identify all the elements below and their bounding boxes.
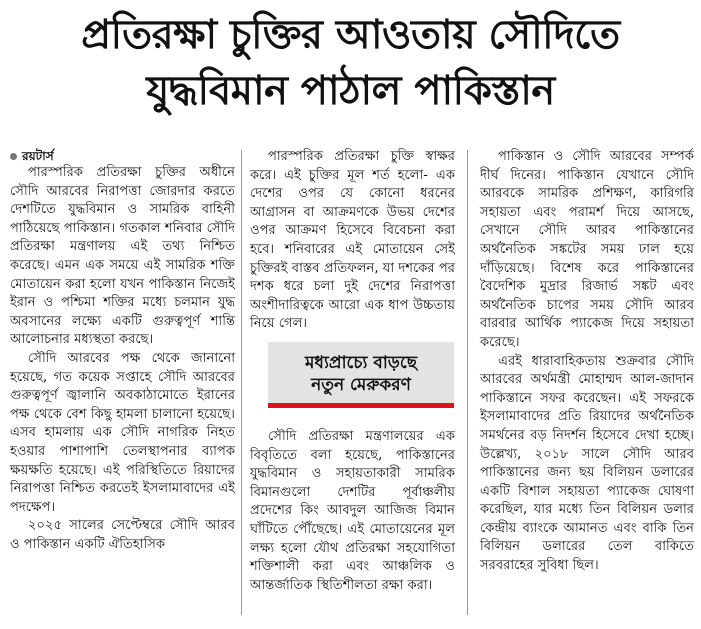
pull-quote-line-1: মধ্যপ্রাচ্যে বাড়ছে xyxy=(304,353,418,373)
byline-text: রয়টার্স xyxy=(22,149,54,163)
byline xyxy=(10,148,235,164)
article-column-2 xyxy=(250,148,455,334)
column-divider xyxy=(467,150,468,615)
column-divider xyxy=(241,150,242,615)
paragraph: এরই ধারাবাহিকতায় শুক্রবার সৌদি আরবের অর্থমন্ত্রী মোহাম্মদ আল-জাদান পাকিস্তানে সফর করেছেন। এই সফরকে ইসলামাবাদের প্রতি রিয়াদের অর্থনৈতিক সমর্থনের বড় নিদর্শন হিসেবে দেখা হচ্ছে। উল্লেখ্য, ২০১৮ সালে সৌদি আরব পাকিস্তানের জন্য ছয় বিলিয়ন ডলারের একটি বিশাল সহায়তা প্যাকেজ ঘোষণা করেছিল, যার মধ্যে তিন বিলিয়ন ডলার কেন্দ্রীয় ব্যাংকে আমানত এবং বাকি তিন বিলিয়ন ডলারের তেল বাকিতে সরবরাহের সুবিধা ছিল। xyxy=(480,353,694,574)
bullet-icon xyxy=(10,153,17,160)
article-column-2-lower xyxy=(250,428,455,595)
article-column-1 xyxy=(10,148,235,554)
paragraph: সৌদি প্রতিরক্ষা মন্ত্রণালয়ের এক বিবৃতিতে বলা হয়েছে, পাকিস্তানের যুদ্ধবিমান ও সহায়তাকারী সামরিক বিমানগুলো দেশটির পূর্বাঞ্চলীয় প্রদেশের কিং আবদুল আজিজ বিমান ঘাঁটিতে পৌঁছেছে। এই মোতায়েনের মূল লক্ষ্য হলো যৌথ প্রতিরক্ষা সহযোগিতা শক্তিশালী করা এবং আঞ্চলিক ও আন্তর্জাতিক স্থিতিশীলতা রক্ষা করা। xyxy=(250,429,455,593)
pull-quote-line-2: নতুন মেরুকরণ xyxy=(311,375,411,395)
paragraph: সৌদি আরবের পক্ষ থেকে জানানো হয়েছে, গত কয়েক সপ্তাহে সৌদি আরবের গুরুত্বপূর্ণ জ্বালানি অবকাঠামোতে ইরানের পক্ষ থেকে বেশ কিছু হামলা চালানো হয়েছে। এসব হামলায় এক সৌদি নাগরিক নিহত হওয়ার পাশাপাশি তেলস্থাপনার ব্যাপক ক্ষয়ক্ষতি হয়েছে। এই পরিস্থিতিতে রিয়াদের নিরাপত্তা নিশ্চিত করতেই ইসলামাবাদের এই পদক্ষেপ। xyxy=(10,350,235,515)
pull-quote-box xyxy=(268,342,454,408)
headline-line-2: যুদ্ধবিমান পাঠাল পাকিস্তান xyxy=(146,68,555,114)
paragraph: পাকিস্তান ও সৌদি আরবের সম্পর্ক দীর্ঘ দিনের। পাকিস্তান যেখানে সৌদি আরবকে সামরিক প্রশিক্ষণ, কারিগরি সহায়তা এবং পরামর্শ দিয়ে আসছে, সেখানে সৌদি আরব পাকিস্তানের অর্থনৈতিক সঙ্কটের সময় ঢাল হয়ে দাঁড়িয়েছে। বিশেষ করে পাকিস্তানের বৈদেশিক মুদ্রার রিজার্ভ সঙ্কট এবং অর্থনৈতিক চাপের সময় সৌদি আরব বারবার আর্থিক প্যাকেজ দিয়ে সহায়তা করেছে। xyxy=(480,149,694,350)
headline-line-1: প্রতিরক্ষা চুক্তির আওতায় সৌদিতে xyxy=(81,12,620,58)
paragraph: পারস্পরিক প্রতিরক্ষা চুক্তি স্বাক্ষর করে। এই চুক্তির মূল শর্ত হলো- এক দেশের ওপর যে কোনো ধরনের আগ্রাসন বা আক্রমণকে উভয় দেশের ওপর আক্রমণ হিসেবে বিবেচনা করা হবে। শনিবারের এই মোতায়েন সেই চুক্তিরই বাস্তব প্রতিফলন, যা দশকের পর দশক ধরে চলা দুই দেশের নিরাপত্তা অংশীদারিত্বকে আরো এক ধাপ উচ্চতায় নিয়ে গেল। xyxy=(250,149,455,332)
paragraph: ২০২৫ সালের সেপ্টেম্বরে সৌদি আরব ও পাকিস্তান একটি ঐতিহাসিক xyxy=(10,518,235,552)
article-column-3 xyxy=(480,148,694,576)
paragraph: পারস্পরিক প্রতিরক্ষা চুক্তির অধীনে সৌদি আরবের নিরাপত্তা জোরদার করতে দেশটিতে যুদ্ধবিমান ও সামরিক বাহিনী পাঠিয়েছে পাকিস্তান। গতকাল শনিবার সৌদি প্রতিরক্ষা মন্ত্রণালয় এই তথ্য নিশ্চিত করেছে। এমন এক সময়ে এই সামরিক শক্তি মোতায়েন করা হলো যখন পাকিস্তান নিজেই ইরান ও পশ্চিমা শক্তির মধ্যে চলমান যুদ্ধ অবসানের লক্ষ্যে একটি গুরুত্বপূর্ণ শান্তি আলোচনার মধ্যস্থতা করছে। xyxy=(10,165,235,348)
